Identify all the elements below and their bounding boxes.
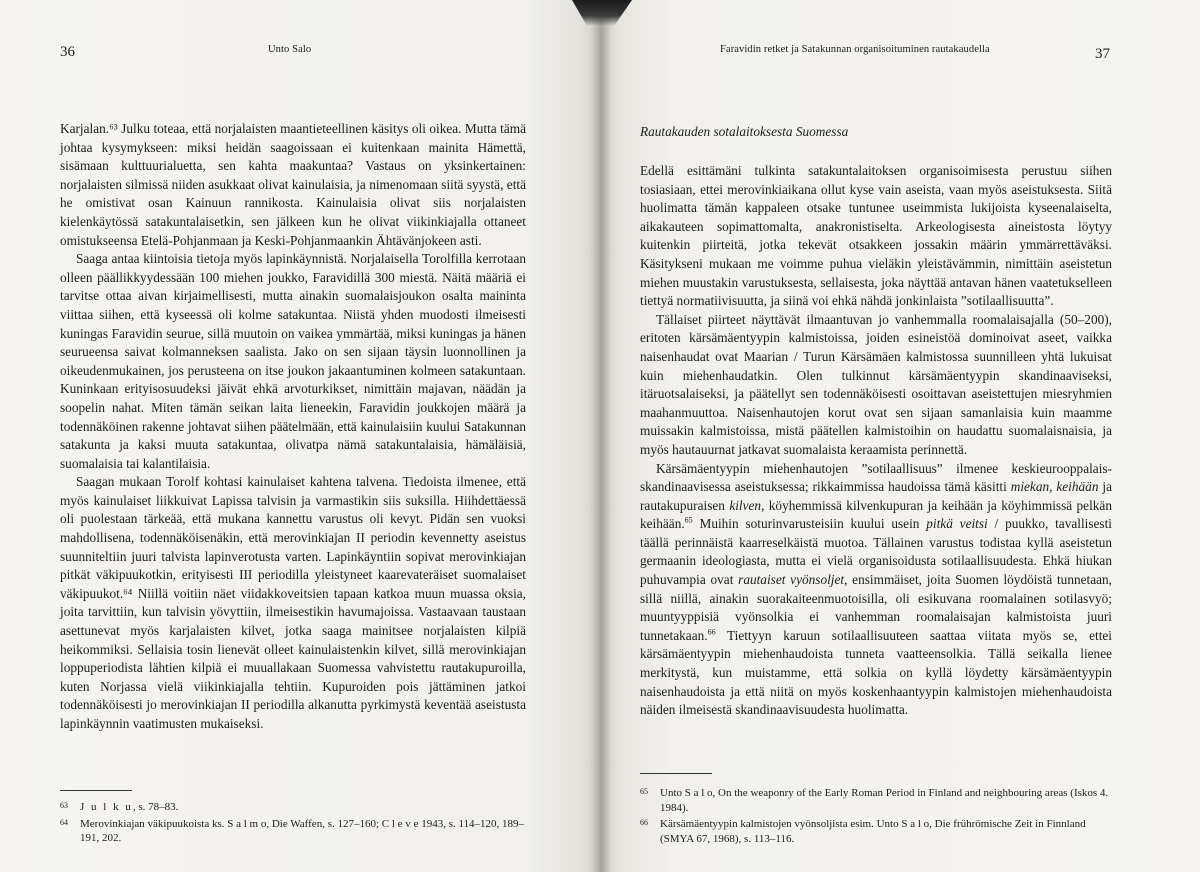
footnote-text: Unto S a l o, On the weaponry of the Early Roman Period in Finland and neighbouring areas (Iskos 4. 1984). (660, 787, 1109, 814)
footnote (60, 817, 530, 846)
footnote-text: , s. 78–83. (132, 801, 179, 813)
running-head-right: Faravidin retket ja Satakunnan organisoituminen rautakaudella (720, 44, 990, 55)
footnotes-right (640, 786, 1114, 848)
running-head-left: Unto Salo (268, 44, 312, 55)
page-number-left: 36 (60, 44, 75, 60)
footnote (640, 817, 1114, 846)
footnote-number: 66 (640, 818, 648, 827)
footnote (640, 786, 1114, 815)
right-page (600, 0, 1200, 872)
paragraph: Kärsämäentyypin miehenhautojen ”sotilaallisuus” ilmenee keskieurooppalais-skandinaavisessa aseistuksessa; rikkaimmissa haudoissa tämä käsitti miekan, keihään ja rautakupuraisen kilven, köyhemmissä kilvenkupuran ja keihään ja köyhimmissä pelkän keihään.$^{65}$ Muihin soturinvarusteisiin kuului usein pitkä veitsi / puukko, tavallisesti täällä perinnäistä kaarreselkäistä muotoa. Tällainen varustus todistaa kyllä aseistetun germaanin ideologiasta, mutta ei vielä organisoidusta sotilaallisuudesta. Ehkä hiukan puhuvampia ovat rautaiset vyönsoljet, ensimmäiset, joita Suomen löydöistä tunnetaan, sillä niillä, ainakin suorakaiteenmuotoisilla, oli esikuvana roomalainen sotilasvyö; muuntyyppisiä vyönsolkia ei vanhemman roomalaisajan kalmistoista juuri tunnetakaan.$^{66}$ Tiettyyn karuun sotilaallisuuteen saattaa viitata myös se, ettei kärsämäentyypin miehenhaudoista tunneta vaatteensolkia. Tällä seikalla lienee merkitystä, kun muistamme, että solkia on kyllä löydetty kärsämäentyypin naisenhaudoista ja että niitä on myös koskenhaantyypin kalmistojen miehenhaudoista näiden ilmeisestä skandinaavisuudesta huolimatta. (640, 460, 1112, 718)
footnote-rule (60, 790, 132, 791)
left-body-text (60, 120, 526, 734)
footnote-text: Merovinkiajan väkipuukoista ks. S a l m o, Die Waffen, s. 127–160; C l e v e 1943, s. 114–120, 189–191, 202. (80, 817, 525, 844)
paragraph: Edellä esittämäni tulkinta satakuntalaitoksen organisoimisesta perustuu siihen tosiasiaan, ettei merovinkiaikana ollut kyse vain aseista, vaan myös aseistuksesta. Siitä huolimatta tämän kappaleen otsake tuntunee useimmista lukijoista kyseenalaiselta, aikakauteen sopimattomalta, anakronistiselta. Arkeologisesta aineistosta löytyy kuitenkin piirteitä, jotka tekevät otsakkeen jossakin määrin ymmärrettäväksi. Käsitykseni mukaan me voimme puhua vieläkin yleistävämmin, nimittäin aseistetun miehen muustakin varustuksesta, sellaisesta, joka näyttää antavan hänen vaatetukselleen tiettyä normatiivisuutta, ja siinä voi ehkä nähdä jonkinlaista ”sotilaallisuutta”. (640, 163, 1112, 309)
paragraph: Saaga antaa kiintoisia tietoja myös lapinkäynnistä. Norjalaisella Torolfilla kerrotaan olleen päällikkyydessään 100 miehen joukko, Faravidillä 300 miestä. Näitä määriä ei tarvitse ottaa aivan kirjaimellisesti, mutta ainakin suomalaisjoukon osalta maininta viittaa siihen, että kyseessä oli kolme satakuntaa. Niistä yhden muodosti ilmeisesti kuningas Faravidin seurue, sillä muutoin on vaikea ymmärtää, miksi kuningas ja hänen seurueensa saivat kolmanneksen saalista. Jako on sen sijaan täysin luonnollinen ja oikeudenmukainen, jos perusteena on itse joukon jakaantuminen kolmeen satakuntaan. Kuninkaan erityisosuudeksi jäivät ehkä arvoturkikset, nimittäin majavan, näädän ja soopelin nahat. Miten tämän seikan laita lieneekin, Faravidin joukkojen määrä ja todennäköinen rakenne johtavat siihen päätelmään, että kainulaisiin kuului Satakunnan satakunta ja kaksi muuta satakuntaa, olivatpa nämä satakuntalaisia, hämäläisiä, suomalaisia tai kalantilaisia. (60, 251, 526, 471)
page-number-right: 37 (1095, 46, 1110, 62)
footnote-author: J u l k u (80, 801, 133, 813)
paragraph: Karjalan.⁶³ Julku toteaa, että norjalaisten maantieteellinen käsitys oli oikea. Mutta tämä johtaa kysymykseen: miksi heidän saagoissaan ei kuitenkaan mainita Hämettä, sisämaan kulttuurialuetta, sen kahta maakuntaa? Vastaus on yksinkertainen: norjalaisten silmissä niiden asukkaat olivat kainulaisia, ja nimenomaan siitä syystä, että he omistivat osan Kainuun rannikosta. Kainulaisia olivat siis norjalaisten kielenkäytössä satakuntalaisetkin, sen jälkeen kun he olivat viikinkiajalla ottaneet omistukseensa Etelä-Pohjanmaan ja Keski-Pohjanmaankin Ähtävänjokeen asti. (60, 121, 526, 248)
right-body-text (640, 162, 1112, 720)
footnote-rule (640, 773, 712, 774)
section-title: Rautakauden sotalaitoksesta Suomessa (640, 124, 849, 139)
footnote-number: 63 (60, 801, 68, 810)
footnote-text: Kärsämäentyypin kalmistojen vyönsoljista esim. Unto S a l o, Die frührömische Zeit in Finnland (SMYA 67, 1968), s. 113–116. (660, 818, 1086, 845)
footnote-number: 65 (640, 787, 648, 796)
footnotes-left (60, 800, 530, 848)
footnote-number: 64 (60, 817, 68, 827)
footnote (60, 800, 530, 815)
paragraph: Saagan mukaan Torolf kohtasi kainulaiset kahtena talvena. Tiedoista ilmenee, että myös kainulaiset liikkuivat Lapissa talvisin ja varmastikin siis suksilla. Hiihdettäessä oli puolestaan tärkeää, että mukana kannettu varustus oli kevyt. Pidän sen vuoksi mahdollisena, todennäköisenäkin, että merovinkiajan II periodin kevennetty aseistus suunniteltiin juuri talvista lapinverotusta varten. Lapinkäyntiin sopivat merovinkiajan pitkät väkipuukotkin, erityisesti III periodilla yleistyneet kaarevateräiset suomalaiset väkipuukot.⁶⁴ Niillä voitiin näet viidakkoveitsien tapaan katkoa muun muassa oksia, joita tarvittiin, kun talvisin yövyttiin, ilmeisestikin havumajoissa. Vastaavaan taustaan asettunevat myös karjalaisten kilvet, jotka saaga mainitsee norjalaisten kilpiä heikommiksi. Sellaisia tosin lienevät olleet kainulaistenkin kilvet, sillä merovinkiajan loppuperiodista lähtien kilpiä ei muuallakaan Suomessa vahvistettu rautakupuroilla, kuten Norjassa vielä viikinkiajalla tehtiin. Kupuroiden pois jättäminen jatkoi todennäköisesti jo merovinkiajan II periodilla alkanutta pyrkimystä keventää aseistusta lapinkäynnin vaatimusten mukaiseksi. (60, 474, 526, 731)
paragraph: Tällaiset piirteet näyttävät ilmaantuvan jo vanhemmalla roomalaisajalla (50–200), eritoten kärsämäentyypin kalmistoissa, joiden esineistöä dominoivat aseet, vaikka naisenhaudat ovat Maarian / Turun Kärsämäen kalmistossa suunnilleen yhtä lukuisat kuin miehenhaudatkin. Olen tulkinnut kärsämäentyypin skandinaaviseksi, itäruotsalaiseksi, ja päätellyt sen todennäköisesti osoittavan aseistettujen miesryhmien maahanmuuttoa. Naisenhautojen korut ovat sen sijaan samanlaisia kuin maamme muissakin kalmistoissa, mistä päätellen kalmistoihin on haudattu suomalaisnaisia, ja myös hautauurnat jatkavat suomalaista keraamista perinnettä. (640, 311, 1112, 457)
